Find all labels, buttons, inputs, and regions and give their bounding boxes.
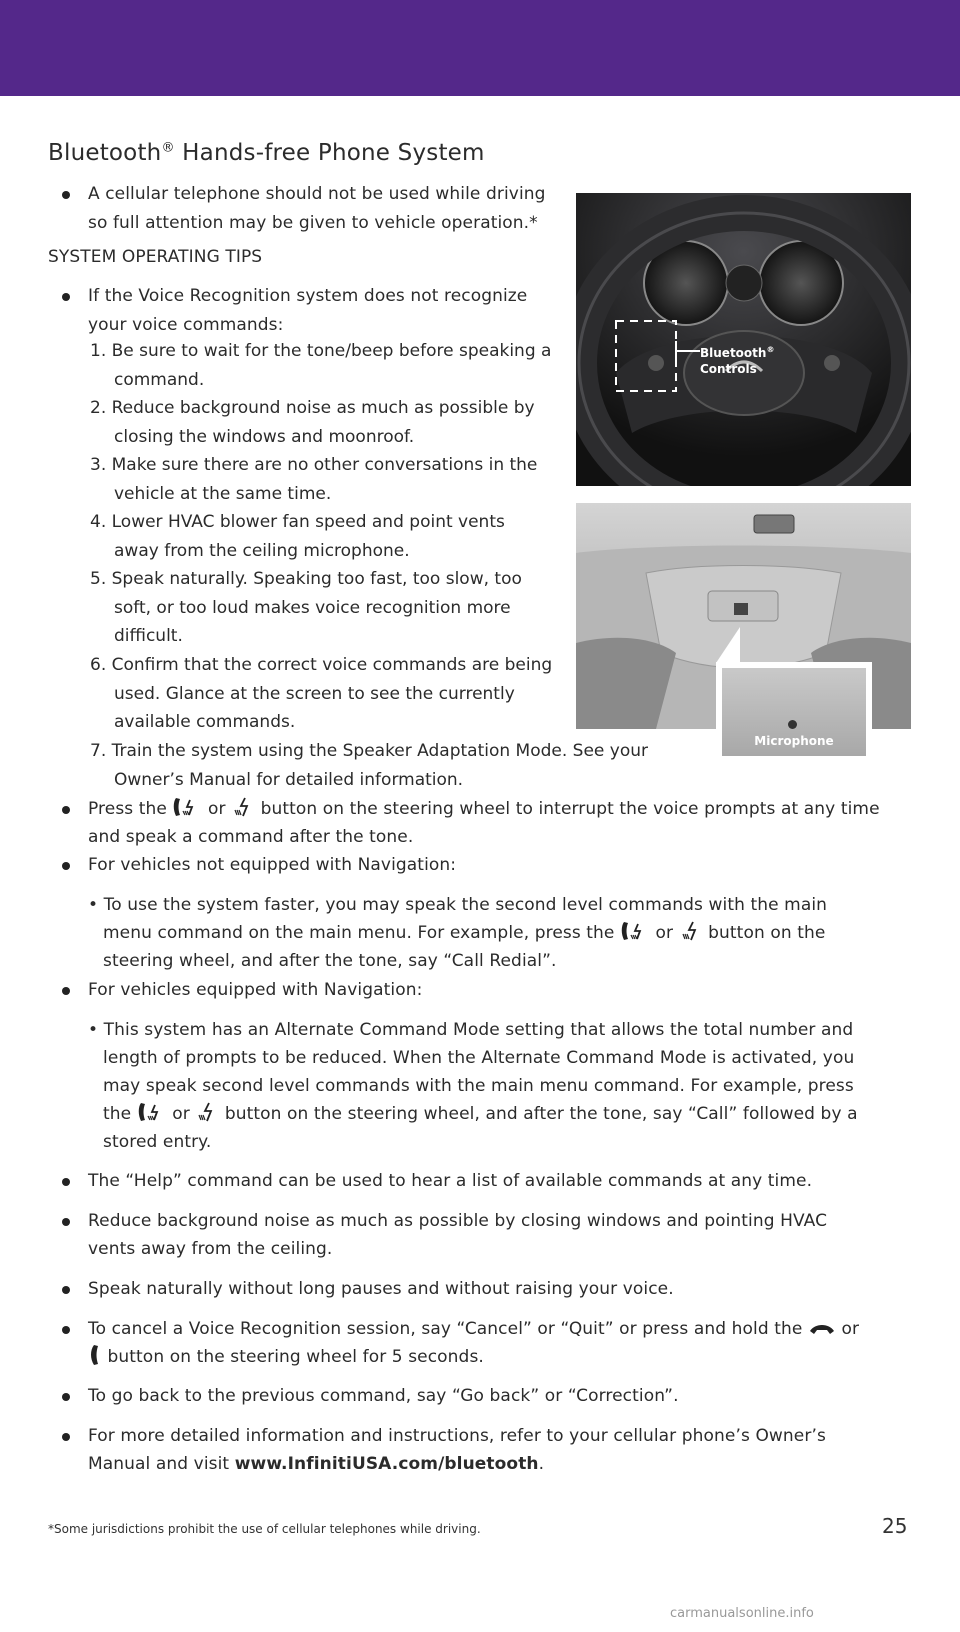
talk-icon bbox=[195, 1101, 219, 1123]
nav-line-d: the or button on the steering wheel, and after the tone, say “Call” followed by a bbox=[103, 1100, 858, 1129]
bullet-dot bbox=[62, 293, 70, 301]
bullet-dot bbox=[62, 806, 70, 814]
help-text: The “Help” command can be used to hear a list of available commands at any time. bbox=[88, 1171, 813, 1191]
bullet-dot bbox=[62, 1218, 70, 1226]
step-2: 2. Reduce background noise as much as possible by closing the windows and moonroof. bbox=[90, 398, 535, 447]
goback-text: To go back to the previous command, say “Go back” or “Correction”. bbox=[88, 1386, 679, 1406]
hang-up-icon bbox=[808, 1320, 836, 1338]
more-line-a: For more detailed information and instructions, refer to your cellular phone’s Owner’s bbox=[88, 1426, 826, 1446]
bullet-dot bbox=[62, 1393, 70, 1401]
bluetooth-controls-label: Bluetooth® Controls bbox=[700, 345, 775, 376]
bullet-dot bbox=[62, 1286, 70, 1294]
no-nav-line-a: • To use the system faster, you may speak the second level commands with the main bbox=[88, 895, 828, 915]
nav-line-e: stored entry. bbox=[103, 1132, 212, 1152]
bullet-dot bbox=[62, 862, 70, 870]
bullet-dot bbox=[62, 987, 70, 995]
nav-line-b: length of prompts to be reduced. When the Alternate Command Mode is activated, you bbox=[103, 1048, 855, 1068]
microphone-inset bbox=[716, 662, 872, 762]
talk-phone-icon bbox=[172, 796, 202, 818]
footnote: *Some jurisdictions prohibit the use of cellular telephones while driving. bbox=[48, 1522, 481, 1536]
more-line-b: Manual and visit www.InfinitiUSA.com/bluetooth. bbox=[88, 1454, 545, 1474]
microphone-icon bbox=[788, 720, 797, 729]
intro-text: A cellular telephone should not be used while driving so full attention may be given to vehicle operation.* bbox=[88, 184, 546, 233]
step-6: 6. Confirm that the correct voice commands are being used. Glance at the screen to see the currently available commands. bbox=[90, 655, 553, 732]
step-4: 4. Lower HVAC blower fan speed and point vents away from the ceiling microphone. bbox=[90, 512, 505, 561]
microphone-label: Microphone bbox=[754, 734, 834, 748]
cancel-line-a: To cancel a Voice Recognition session, say “Cancel” or “Quit” or press and hold the or bbox=[88, 1319, 860, 1339]
reduce-line-b: vents away from the ceiling. bbox=[88, 1239, 333, 1259]
bluetooth-link[interactable]: www.InfinitiUSA.com/bluetooth bbox=[234, 1454, 539, 1474]
cancel-line-b: button on the steering wheel for 5 seconds. bbox=[88, 1343, 484, 1372]
talk-icon bbox=[679, 920, 703, 942]
steering-wheel-illustration bbox=[576, 193, 911, 486]
talk-phone-icon bbox=[620, 920, 650, 942]
speak-text: Speak naturally without long pauses and without raising your voice. bbox=[88, 1279, 674, 1299]
press-line-1: Press the or button on the steering wheel to interrupt the voice prompts at any time bbox=[88, 795, 948, 824]
talk-phone-icon bbox=[137, 1101, 167, 1123]
bullet-dot bbox=[62, 1433, 70, 1441]
phone-icon bbox=[88, 1344, 102, 1366]
nav-heading: For vehicles equipped with Navigation: bbox=[88, 980, 423, 1000]
bullet-dot bbox=[62, 191, 70, 199]
callout-pointer bbox=[716, 627, 740, 663]
steering-wheel-photo bbox=[576, 193, 911, 486]
reduce-line-a: Reduce background noise as much as possible by closing windows and pointing HVAC bbox=[88, 1211, 828, 1231]
bullet-dot bbox=[62, 1326, 70, 1334]
no-nav-line-b: menu command on the main menu. For example, press the or button on the bbox=[103, 919, 825, 948]
tips-heading: SYSTEM OPERATING TIPS bbox=[48, 247, 263, 267]
nav-line-c: may speak second level commands with the main menu command. For example, press bbox=[103, 1076, 854, 1096]
step-7: 7. Train the system using the Speaker Adaptation Mode. See your Owner’s Manual for detailed information. bbox=[90, 741, 649, 790]
header-band bbox=[0, 0, 960, 96]
bullet-dot bbox=[62, 1178, 70, 1186]
watermark: carmanualsonline.info bbox=[670, 1606, 814, 1621]
vr-intro: If the Voice Recognition system does not recognize your voice commands: bbox=[88, 286, 528, 335]
no-nav-heading: For vehicles not equipped with Navigation: bbox=[88, 855, 457, 875]
page-number: 25 bbox=[882, 1514, 908, 1538]
talk-icon bbox=[231, 796, 255, 818]
nav-line-a: • This system has an Alternate Command Mode setting that allows the total number and bbox=[88, 1020, 854, 1040]
step-5: 5. Speak naturally. Speaking too fast, too slow, too soft, or too loud makes voice recognition more difficult. bbox=[90, 569, 522, 646]
step-1: 1. Be sure to wait for the tone/beep before speaking a command. bbox=[90, 341, 552, 390]
step-3: 3. Make sure there are no other conversations in the vehicle at the same time. bbox=[90, 455, 538, 504]
no-nav-line-d: steering wheel, and after the tone, say “Call Redial”. bbox=[103, 951, 557, 971]
press-line-2: and speak a command after the tone. bbox=[88, 827, 414, 847]
page-title: Bluetooth® Hands-free Phone System bbox=[48, 140, 485, 166]
